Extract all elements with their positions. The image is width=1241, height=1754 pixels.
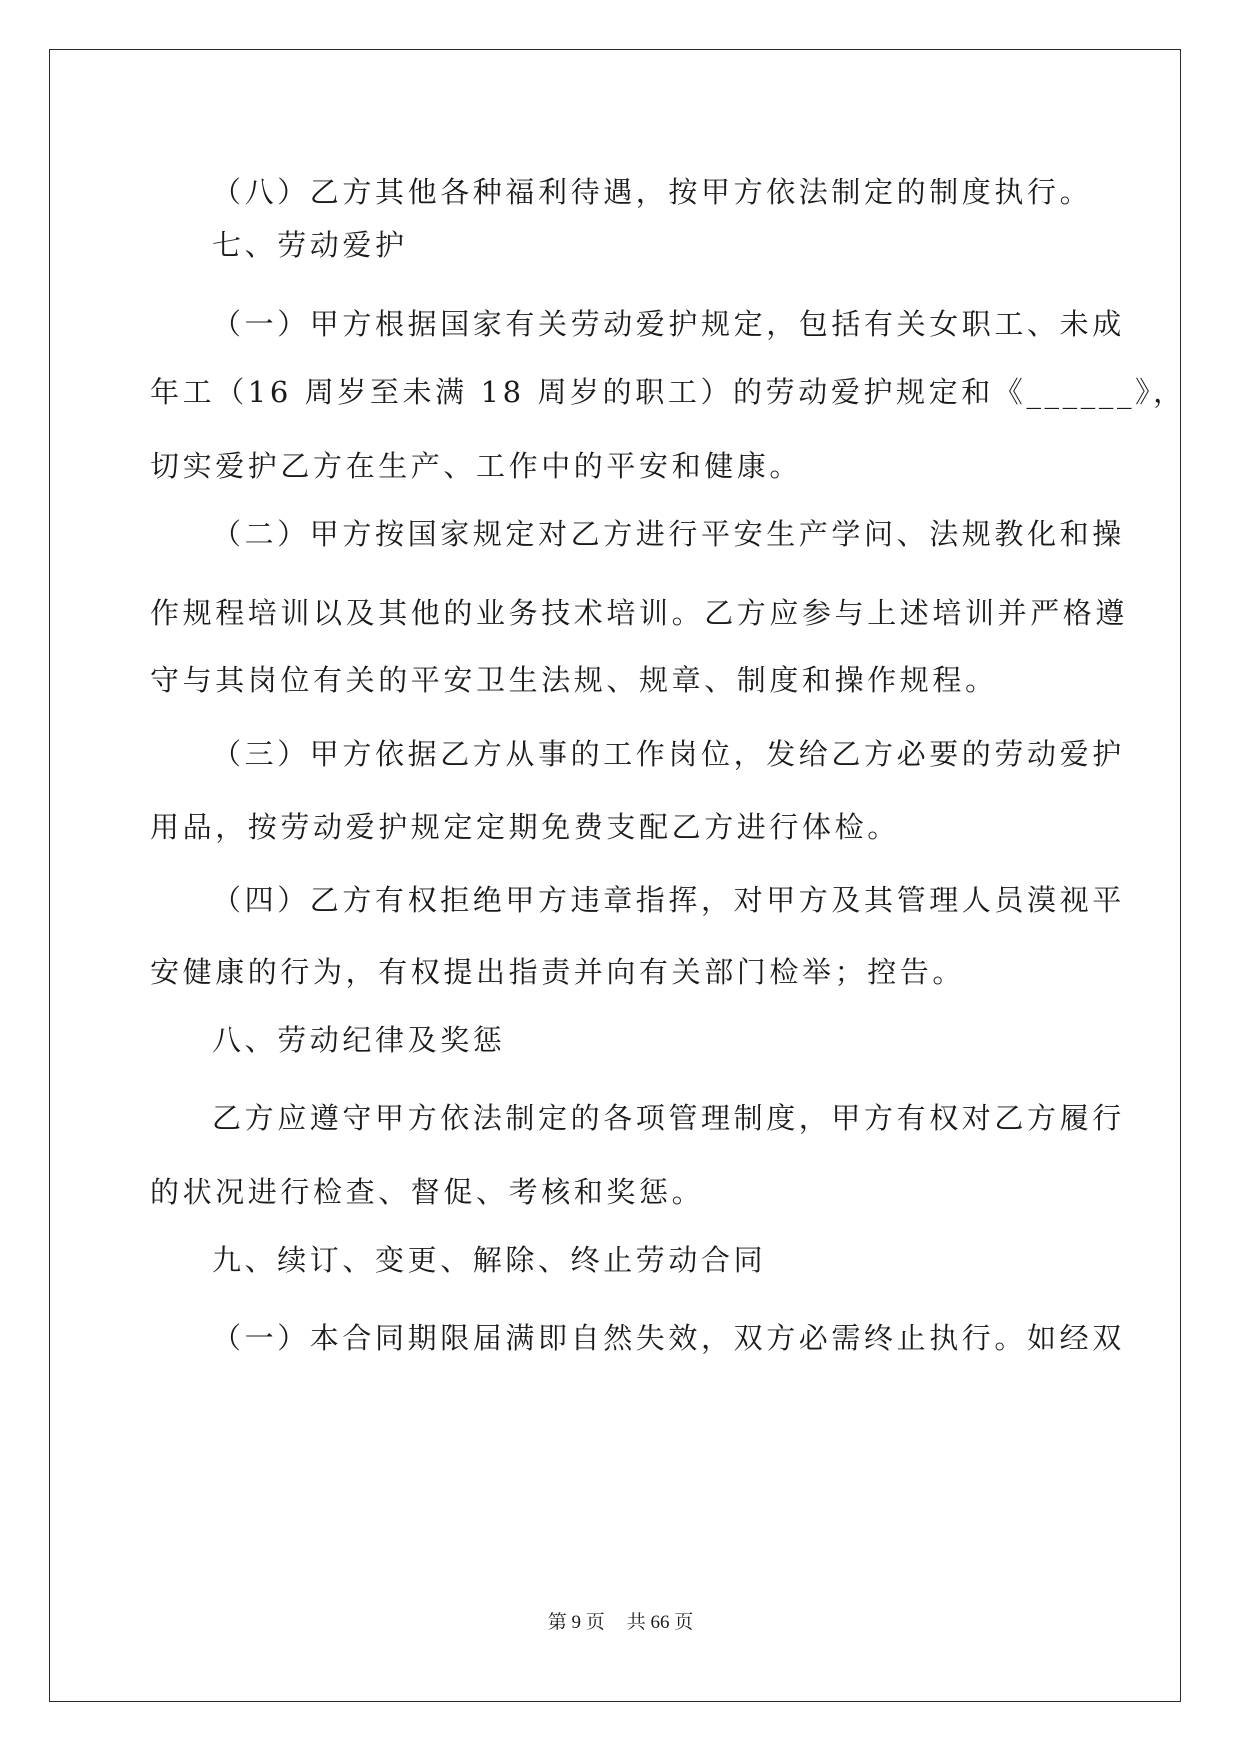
section-heading: 八、劳动纪律及奖惩 <box>212 1023 506 1057</box>
paragraph-line: 用品，按劳动爱护规定定期免费支配乙方进行体检。 <box>150 810 900 844</box>
paragraph-line: （一）甲方根据国家有关劳动爱护规定，包括有关女职工、未成 <box>212 307 1125 341</box>
section-heading: 九、续订、变更、解除、终止劳动合同 <box>212 1243 767 1277</box>
page-number: 第 9 页 <box>547 1612 605 1633</box>
paragraph-line: 切实爱护乙方在生产、工作中的平安和健康。 <box>150 449 803 483</box>
section-heading: 七、劳动爱护 <box>212 228 408 262</box>
paragraph-line: 安健康的行为，有权提出指责并向有关部门检举；控告。 <box>150 955 966 989</box>
paragraph-line: （四）乙方有权拒绝甲方违章指挥，对甲方及其管理人员漠视平 <box>212 883 1125 917</box>
page-footer <box>0 1610 1241 1636</box>
paragraph-line: （八）乙方其他各种福利待遇，按甲方依法制定的制度执行。 <box>212 175 1093 209</box>
paragraph-line: 的状况进行检查、督促、考核和奖惩。 <box>150 1175 705 1209</box>
page-total: 共 66 页 <box>626 1612 694 1633</box>
paragraph-line: 守与其岗位有关的平安卫生法规、规章、制度和操作规程。 <box>150 663 998 697</box>
paragraph-line: （一）本合同期限届满即自然失效，双方必需终止执行。如经双 <box>212 1321 1125 1355</box>
page-border <box>49 49 1181 1702</box>
paragraph-line: （三）甲方依据乙方从事的工作岗位，发给乙方必要的劳动爱护 <box>212 737 1125 771</box>
paragraph-line: 年工（16 周岁至未满 18 周岁的职工）的劳动爱护规定和《______》， <box>150 375 1186 409</box>
paragraph-line: （二）甲方按国家规定对乙方进行平安生产学问、法规教化和操 <box>212 517 1125 551</box>
paragraph-line: 乙方应遵守甲方依法制定的各项管理制度，甲方有权对乙方履行 <box>212 1101 1125 1135</box>
paragraph-line: 作规程培训以及其他的业务技术培训。乙方应参与上述培训并严格遵 <box>150 596 1129 630</box>
